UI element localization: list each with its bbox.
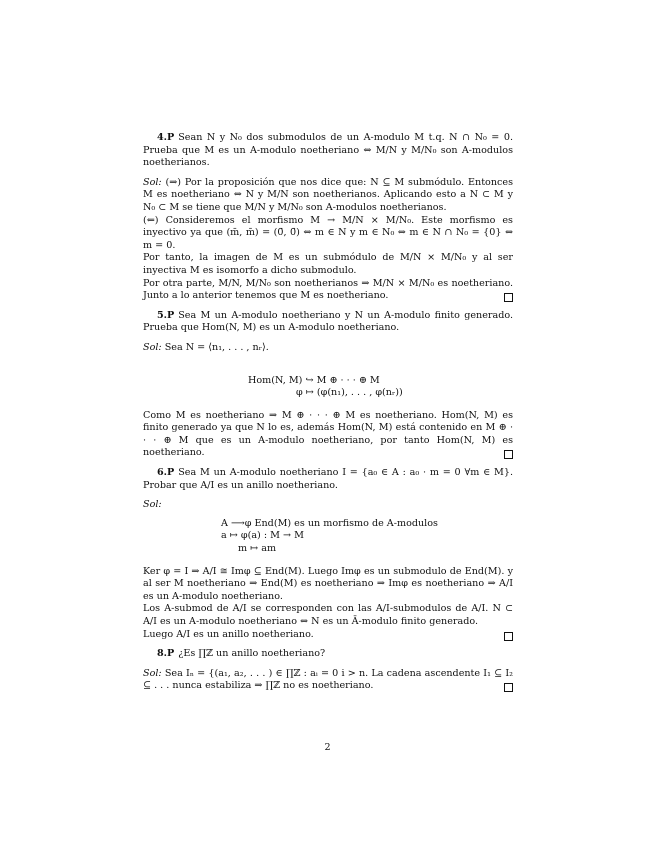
problem-8-statement [143,648,513,661]
solution-label: Sol: [143,667,162,679]
problem-6-equation [143,518,513,556]
problem-8-text: ¿Es ∏ℤ un anillo noetheriano? [178,648,326,660]
problem-4-solution-1 [143,177,513,215]
equation-line: φ ↦ (φ(n₁), . . . , φ(nᵣ)) [296,387,403,399]
problem-5-solution-intro [143,342,513,355]
problem-8-label: 8.P [157,648,175,660]
problem-4-statement [143,132,513,170]
qed-square-icon [504,632,513,641]
problem-6-solution-2: Los A-submod de A/I se corresponden con las A/I-submodulos de A/I. N ⊂ A/I es un A-modulo noetheriano ⇔ N es un Ā-modulo finito generado. [143,603,513,627]
problem-6-text: Sea M un A-modulo noetheriano I = {a₀ ∈ A : a₀ · m = 0 ∀m ∈ M}. Probar que A/I es un anillo noetheriano. [143,467,513,491]
equation-line: A ⟶φ End(M) es un morfismo de A-modulos [221,517,438,529]
qed-square-icon [504,683,513,692]
qed-square-icon [504,293,513,302]
problem-4-solution-3: Por tanto, la imagen de M es un submódulo de M/N × M/N₀ y al ser inyectiva M es isomorfo a dicho submodulo. [143,252,513,276]
problem-5-solution-text [143,410,513,460]
problem-4-label: 4.P [157,132,175,143]
problem-6-label: 6.P [157,467,175,479]
problem-4-solution-4 [143,278,513,303]
problem-6-solution-3 [143,629,513,642]
solution-text: Por otra parte, M/N, M/N₀ son noetherianos ⇒ M/N × M/N₀ es noetheriano. Junto a lo anterior tenemos que M es noetheriano. [143,277,513,302]
solution-label: Sol: [143,176,162,188]
problem-6-solution-1: Ker φ = I ⇒ A/I ≅ Imφ ⊆ End(M). Luego Imφ es un submodulo de End(M). y al ser M noetheriano ⇒ End(M) es noetheriano ⇒ Imφ es noetheriano ⇒ A/I es un A-modulo noetheriano. [143,565,513,602]
solution-text: Sea Iₙ = {(a₁, a₂, . . . ) ∈ ∏ℤ : aᵢ = 0 i > n. La cadena ascendente I₁ ⊆ I₂ ⊆ . . . nunca estabiliza ⇒ ∏ℤ no es noetheriano. [143,667,513,692]
document-body [143,132,513,700]
qed-square-icon [504,450,513,459]
solution-text: (⇒) Por la proposición que nos dice que: N ⊆ M submódulo. Entonces M es noetheriano ⇔ N y M/N son noetherianos. Aplicando esto a N ⊂ M y N₀ ⊂ M se tiene que M/N y M/N₀ son A-modulos noetherianos. [143,176,513,213]
solution-text: Sea N = ⟨n₁, . . . , nᵣ⟩. [164,341,269,353]
problem-4-solution-2: (⇐) Consideremos el morfismo M → M/N × M/N₀. Este morfismo es inyectivo ya que (m̄, m̄) = (0̄, 0̄) ⇔ m ∈ N y m ∈ N₀ ⇔ m ∈ N ∩ N₀ = {0} ⇔ m = 0. [143,214,513,251]
solution-label: Sol: [143,499,162,511]
problem-5-label: 5.P [157,309,175,321]
page-number: 2 [324,742,331,753]
problem-5-statement [143,310,513,335]
equation-line: a ↦ φ(a) : M → M [221,530,304,542]
problem-6-statement [143,467,513,492]
solution-text: Luego A/I es un anillo noetheriano. [143,628,314,640]
problem-4-text: Sean N y N₀ dos submodulos de un A-modulo M t.q. N ∩ N₀ = 0. Prueba que M es un A-modulo noetheriano ⇔ M/N y M/N₀ son A-modulos noetherianos. [143,132,513,169]
problem-6-solution-label [143,499,513,512]
equation-line: Hom(N, M) ↪ M ⊕ · · · ⊕ M [248,374,380,386]
problem-5-text: Sea M un A-modulo noetheriano y N un A-modulo finito generado. Prueba que Hom(N, M) es un A-modulo noetheriano. [143,309,513,334]
problem-5-equation [143,375,513,400]
equation-line: m ↦ am [238,543,277,555]
problem-8-solution [143,668,513,693]
solution-label: Sol: [143,341,162,353]
solution-text: Como M es noetheriano ⇒ M ⊕ · · · ⊕ M es noetheriano. Hom(N, M) es finito generado ya que N lo es, además Hom(N, M) está contenido en M ⊕ · · · ⊕ M que es un A-modulo noetheriano, por tanto Hom(N, M) es noetheriano. [143,409,513,459]
